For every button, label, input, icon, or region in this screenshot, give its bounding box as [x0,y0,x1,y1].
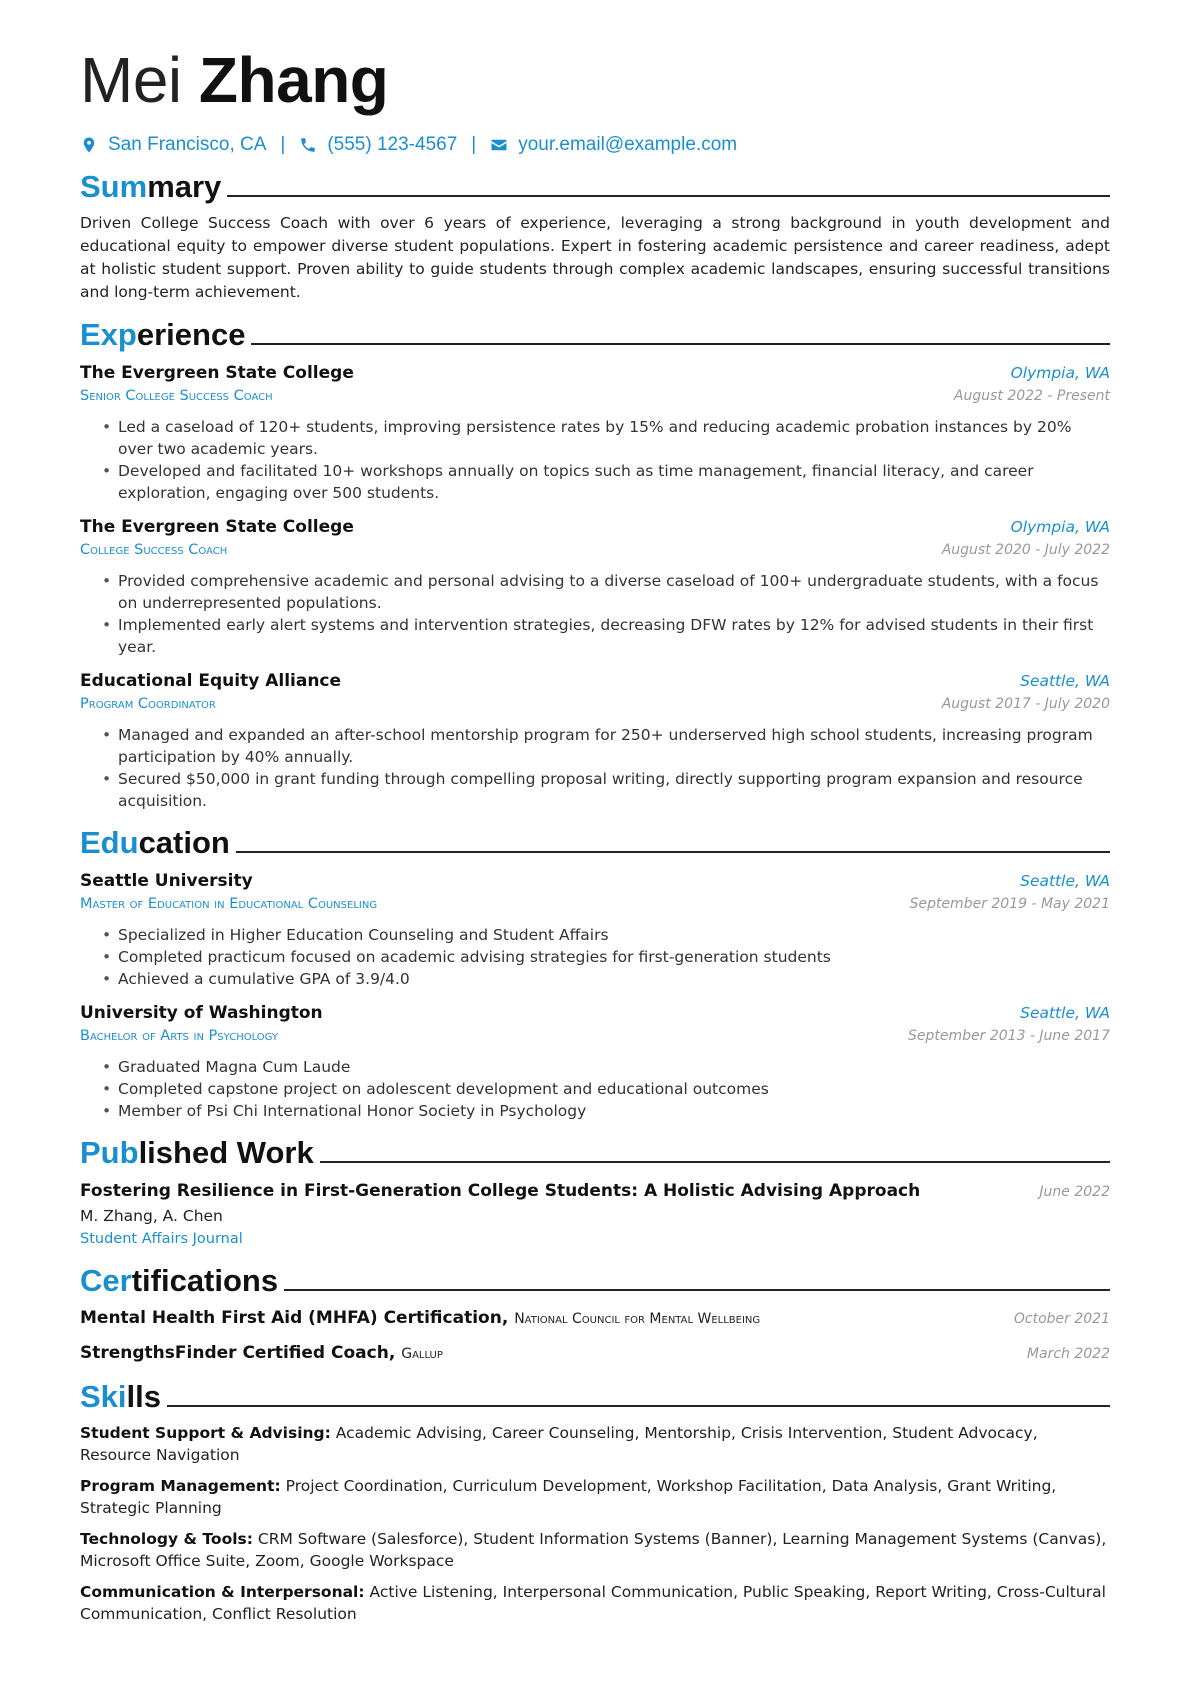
experience-entry [80,360,1110,504]
contact-separator: | [471,134,477,155]
education-entry [80,1000,1110,1122]
bullet-item: • Specialized in Higher Education Counseling and Student Affairs [100,924,1110,946]
bullet-list [80,416,1110,504]
summary-section [80,170,1110,304]
bullet-list [80,924,1110,990]
bullet-item: • Implemented early alert systems and intervention strategies, decreasing DFW rates by 12% for advised students in their first year. [100,614,1110,658]
entry-location: Seattle, WA [1020,672,1110,690]
certifications-section [80,1264,1110,1366]
bullet-item: • Completed practicum focused on academic advising strategies for first-generation students [100,946,1110,968]
phone-text: (555) 123-4567 [327,134,458,155]
contact-separator: | [280,134,286,155]
skill-label: Student Support & Advising: [80,1424,331,1442]
email-link: your.email@example.com [518,134,738,155]
publication-authors: M. Zhang, A. Chen [80,1207,223,1225]
degree-title: Bachelor of Arts in Psychology [80,1028,279,1044]
skill-group [80,1581,1110,1625]
section-rule [227,195,1110,197]
contact-bar [80,134,1110,156]
section-heading [80,1380,1110,1414]
section-rule [167,1405,1110,1407]
experience-entry [80,668,1110,812]
bullet-item: • Provided comprehensive academic and personal advising to a diverse caseload of 100+ undergraduate students, with a focus on underrepresented populations. [100,570,1110,614]
bullet-list [80,724,1110,812]
certification-date: October 2021 [1013,1311,1110,1327]
section-heading [80,826,1110,860]
entry-dates: August 2022 - Present [953,388,1110,404]
envelope-icon [490,136,508,154]
section-heading [80,170,1110,204]
contact-phone[interactable] [299,134,457,156]
entry-dates: August 2020 - July 2022 [941,542,1110,558]
entry-dates: September 2013 - June 2017 [908,1028,1110,1044]
skill-label: Communication & Interpersonal: [80,1583,365,1601]
publication-title: Fostering Resilience in First-Generation College Students: A Holistic Advising Approach [80,1181,921,1201]
bullet-item: • Member of Psi Chi International Honor Society in Psychology [100,1100,1110,1122]
section-heading [80,318,1110,352]
contact-location [80,134,266,156]
summary-text: Driven College Success Coach with over 6 years of experience, leveraging a strong background in youth development and educational equity to empower diverse student populations. Expert in fostering academic persistence and career readiness, adept at holistic student support. Proven ability to guide students through complex academic landscapes, ensuring successful transitions and long-term achievement. [80,214,1110,301]
skill-items: Active Listening, Interpersonal Communication, Public Speaking, Report Writing, Cross-Cultural Communication, Conflict Resolution [80,1583,1106,1623]
skills-section [80,1380,1110,1625]
skill-group [80,1528,1110,1572]
entry-location: Olympia, WA [1010,518,1110,536]
employer-name: The Evergreen State College [80,517,354,537]
entry-location: Seattle, WA [1020,872,1110,890]
bullet-item: • Graduated Magna Cum Laude [100,1056,1110,1078]
section-heading [80,1136,1110,1170]
employer-name: The Evergreen State College [80,363,354,383]
contact-email[interactable] [490,134,737,156]
entry-location: Olympia, WA [1010,364,1110,382]
job-title: Senior College Success Coach [80,388,273,404]
section-title: Published Work [80,1135,314,1170]
section-rule [320,1161,1110,1163]
section-title: Summary [80,169,222,204]
phone-icon [299,136,317,154]
bullet-list [80,570,1110,658]
entry-location: Seattle, WA [1020,1004,1110,1022]
map-marker-icon [80,136,98,154]
certification-issuer: National Council for Mental Wellbeing [514,1311,761,1327]
bullet-item: • Developed and facilitated 10+ workshops annually on topics such as time management, financial literacy, and career exploration, engaging over 500 students. [100,460,1110,504]
skill-label: Program Management: [80,1477,281,1495]
school-name: University of Washington [80,1003,323,1023]
publication-journal: Student Affairs Journal [80,1231,243,1247]
skill-items: CRM Software (Salesforce), Student Information Systems (Banner), Learning Management Systems (Canvas), Microsoft Office Suite, Zoom, Google Workspace [80,1530,1107,1570]
entry-dates: August 2017 - July 2020 [941,696,1110,712]
section-rule [236,851,1110,853]
bullet-item: • Led a caseload of 120+ students, improving persistence rates by 15% and reducing academic probation instances by 20% over two academic years. [100,416,1110,460]
job-title: Program Coordinator [80,696,216,712]
section-rule [251,343,1110,345]
school-name: Seattle University [80,871,253,891]
published-work-section [80,1136,1110,1250]
publication-entry [80,1178,1110,1250]
section-heading [80,1264,1110,1298]
bullet-item: • Managed and expanded an after-school mentorship program for 250+ underserved high school students, increasing program participation by 40% annually. [100,724,1110,768]
skill-label: Technology & Tools: [80,1530,253,1548]
bullet-item: • Secured $50,000 in grant funding through compelling proposal writing, directly supporting program expansion and resource acquisition. [100,768,1110,812]
last-name: Zhang [198,44,389,116]
entry-dates: September 2019 - May 2021 [909,896,1110,912]
skill-group [80,1475,1110,1519]
bullet-item: • Completed capstone project on adolescent development and educational outcomes [100,1078,1110,1100]
certification-entry: Mental Health First Aid (MHFA) Certification, National Council for Mental Wellbeing October 2021 [80,1308,1110,1328]
experience-section [80,318,1110,812]
certification-name: StrengthsFinder Certified Coach [80,1343,389,1363]
skill-items: Academic Advising, Career Counseling, Mentorship, Crisis Intervention, Student Advocacy, Resource Navigation [80,1424,1038,1464]
skill-group [80,1422,1110,1466]
section-rule [284,1289,1110,1291]
section-title: Certifications [80,1263,279,1298]
employer-name: Educational Equity Alliance [80,671,342,691]
bullet-list [80,1056,1110,1122]
certification-issuer: Gallup [401,1346,443,1362]
education-section [80,826,1110,1122]
first-name: Mei [80,44,182,116]
section-title: Skills [80,1379,161,1414]
experience-entry [80,514,1110,658]
certification-entry: StrengthsFinder Certified Coach, Gallup March 2022 [80,1343,1110,1363]
degree-title: Master of Education in Educational Counseling [80,896,378,912]
skill-items: Project Coordination, Curriculum Development, Workshop Facilitation, Data Analysis, Grant Writing, Strategic Planning [80,1477,1057,1517]
location-text: San Francisco, CA [108,134,267,155]
education-entry [80,868,1110,990]
certification-date: March 2022 [1026,1346,1110,1362]
candidate-name [80,40,1110,120]
job-title: College Success Coach [80,542,228,558]
section-title: Experience [80,317,246,352]
publication-date: June 2022 [1039,1184,1110,1200]
section-title: Education [80,825,230,860]
certification-name: Mental Health First Aid (MHFA) Certification [80,1308,502,1328]
bullet-item: • Achieved a cumulative GPA of 3.9/4.0 [100,968,1110,990]
